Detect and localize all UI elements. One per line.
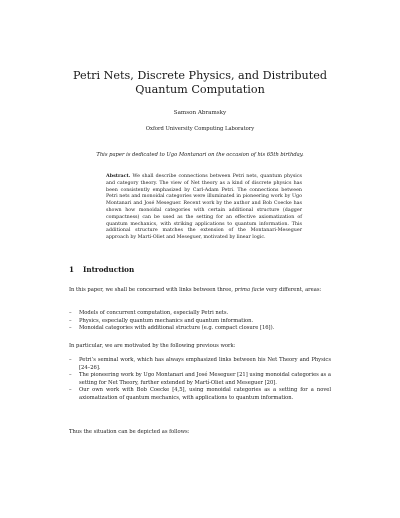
abstract-text: We shall describe connections between Petri nets, quantum physics and category theory. The view of Net theory as a kind of discrete physics has been consistently emphasized by Carl-Adam Petri. The connections between Petri nets and monoidal categories were illuminated in pioneering work by Ugo Montanari and José Meseguer. Recent work by the author and Bob Coecke has shown how monoidal categories with certain additional structure (dagger compactness) can be used as the setting for an effective axiomatization of quantum mechanics, with striking applications to quantum information. This additional structure matches the extension of the Montanari-Meseguer approach by Martí-Oliet and Meseguer, motivated by linear logic. <box>106 174 302 241</box>
intro-paragraph-1-start: In this paper, we shall be concerned with links between three, <box>69 287 235 293</box>
author-name: Samson Abramsky <box>173 110 227 116</box>
intro-paragraph-3: Thus the situation can be depicted as follows: <box>69 429 190 435</box>
dedication: This paper is dedicated to Ugo Montanari on the occasion of his 65th birthday. <box>96 152 304 158</box>
list-item: – Our own work with Bob Coecke [4,5], using monoidal categories as a setting for a novel axiomatization of quantum mechanics, with applications to quantum information. <box>69 387 331 402</box>
intro-paragraph-1 <box>69 287 331 295</box>
paper-title <box>0 69 400 97</box>
title-line-1: Petri Nets, Discrete Physics, and Distributed <box>72 69 328 82</box>
author-affiliation: Oxford University Computing Laboratory <box>145 126 255 132</box>
section-number: 1 <box>69 265 75 274</box>
list-item: – The pioneering work by Ugo Montanari and José Meseguer [21] using monoidal categories as a setting for Net Theory, further extended by Martí-Oliet and Meseguer [20]. <box>69 372 331 387</box>
list-item: – Petri’s seminal work, which has always emphasized links between his Net Theory and Physics [24–26]. <box>69 357 331 372</box>
section-heading <box>69 265 134 274</box>
list-item: – Physics, especially quantum mechanics and quantum information. <box>69 318 331 326</box>
intro-paragraph-1-end: very different, areas: <box>264 287 322 293</box>
list-item: – Models of concurrent computation, especially Petri nets. <box>69 310 331 318</box>
areas-list <box>69 310 331 333</box>
list-item: – Monoidal categories with additional structure (e.g. compact closure [16]). <box>69 325 331 333</box>
abstract <box>106 173 302 242</box>
previous-work-list <box>69 357 331 402</box>
intro-paragraph-2: In particular, we are motivated by the following previous work: <box>69 343 236 349</box>
section-title: Introduction <box>83 265 135 274</box>
abstract-label: Abstract. <box>106 173 131 179</box>
intro-paragraph-1-emphasis: prima facie <box>234 287 265 293</box>
title-line-2: Quantum Computation <box>135 83 265 96</box>
